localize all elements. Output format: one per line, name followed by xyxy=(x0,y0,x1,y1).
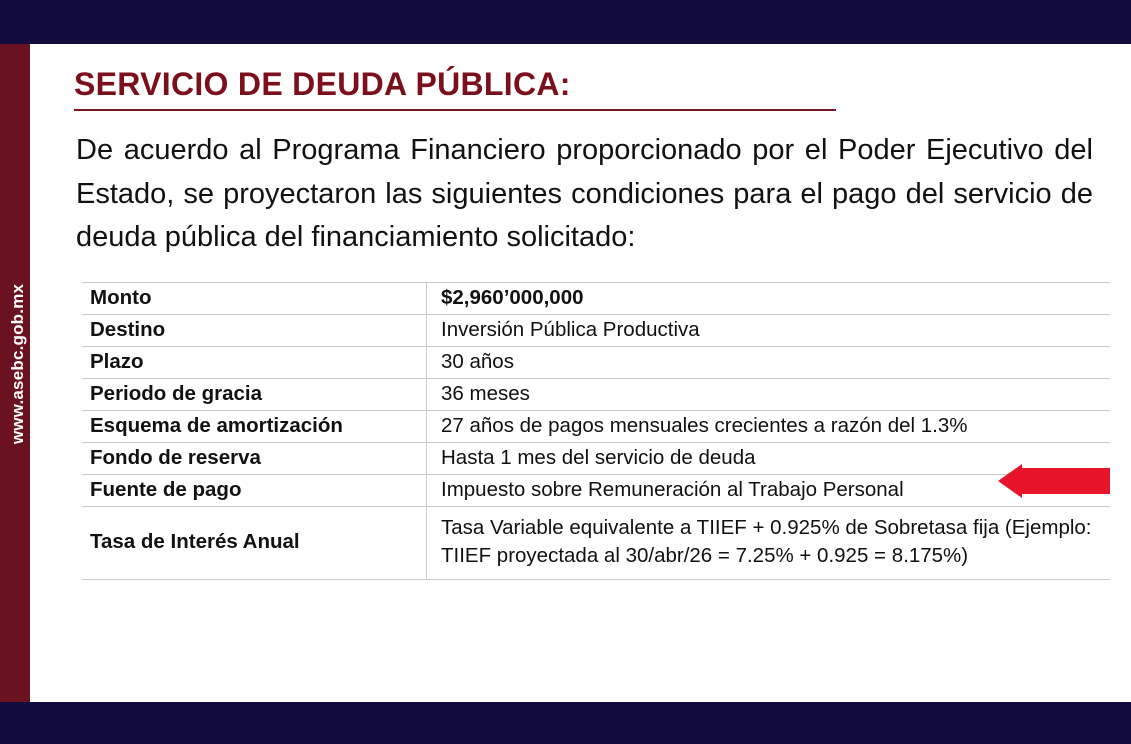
row-label: Periodo de gracia xyxy=(82,378,427,410)
table-row xyxy=(82,442,1110,474)
table-row xyxy=(82,474,1110,506)
page-title: SERVICIO DE DEUDA PÚBLICA: xyxy=(74,66,571,102)
row-value: Hasta 1 mes del servicio de deuda xyxy=(441,445,756,469)
left-sidebar xyxy=(0,44,30,702)
row-value: 27 años de pagos mensuales crecientes a razón del 1.3% xyxy=(441,413,968,437)
row-label: Plazo xyxy=(82,346,427,378)
row-value: Tasa Variable equivalente a TIIEF + 0.925% de Sobretasa fija (Ejemplo: TIIEF proyectada al 30/abr/26 = 7.25% + 0.925 = 8.175%) xyxy=(441,515,1092,567)
row-value: 36 meses xyxy=(441,381,530,405)
row-label: Monto xyxy=(82,282,427,314)
table-row xyxy=(82,410,1110,442)
row-label: Tasa de Interés Anual xyxy=(82,506,427,580)
table-row xyxy=(82,346,1110,378)
table-row xyxy=(82,506,1110,580)
sidebar-website-url: www.asebc.gob.mx xyxy=(8,283,27,445)
row-value: Impuesto sobre Remuneración al Trabajo Personal xyxy=(441,477,904,501)
row-label: Fuente de pago xyxy=(82,474,427,506)
red-arrow-icon xyxy=(970,464,1110,498)
row-value: $2,960’000,000 xyxy=(441,285,584,309)
row-label: Esquema de amortización xyxy=(82,410,427,442)
row-value: 30 años xyxy=(441,349,514,373)
top-band xyxy=(0,0,1131,44)
specs-table-body xyxy=(82,282,1110,580)
specs-table-wrapper xyxy=(82,282,1110,581)
intro-paragraph: De acuerdo al Programa Financiero proporcionado por el Poder Ejecutivo del Estado, se proyectaron las siguientes condiciones para el pago del servicio de deuda pública del financiamiento solicitado: xyxy=(76,134,1093,253)
slide-content xyxy=(30,44,1131,702)
table-row xyxy=(82,314,1110,346)
title-underline xyxy=(74,109,836,111)
table-row xyxy=(82,282,1110,314)
row-value: Inversión Pública Productiva xyxy=(441,317,700,341)
table-row xyxy=(82,378,1110,410)
specs-table xyxy=(82,282,1110,581)
bottom-band xyxy=(0,702,1131,744)
row-label: Destino xyxy=(82,314,427,346)
row-label: Fondo de reserva xyxy=(82,442,427,474)
